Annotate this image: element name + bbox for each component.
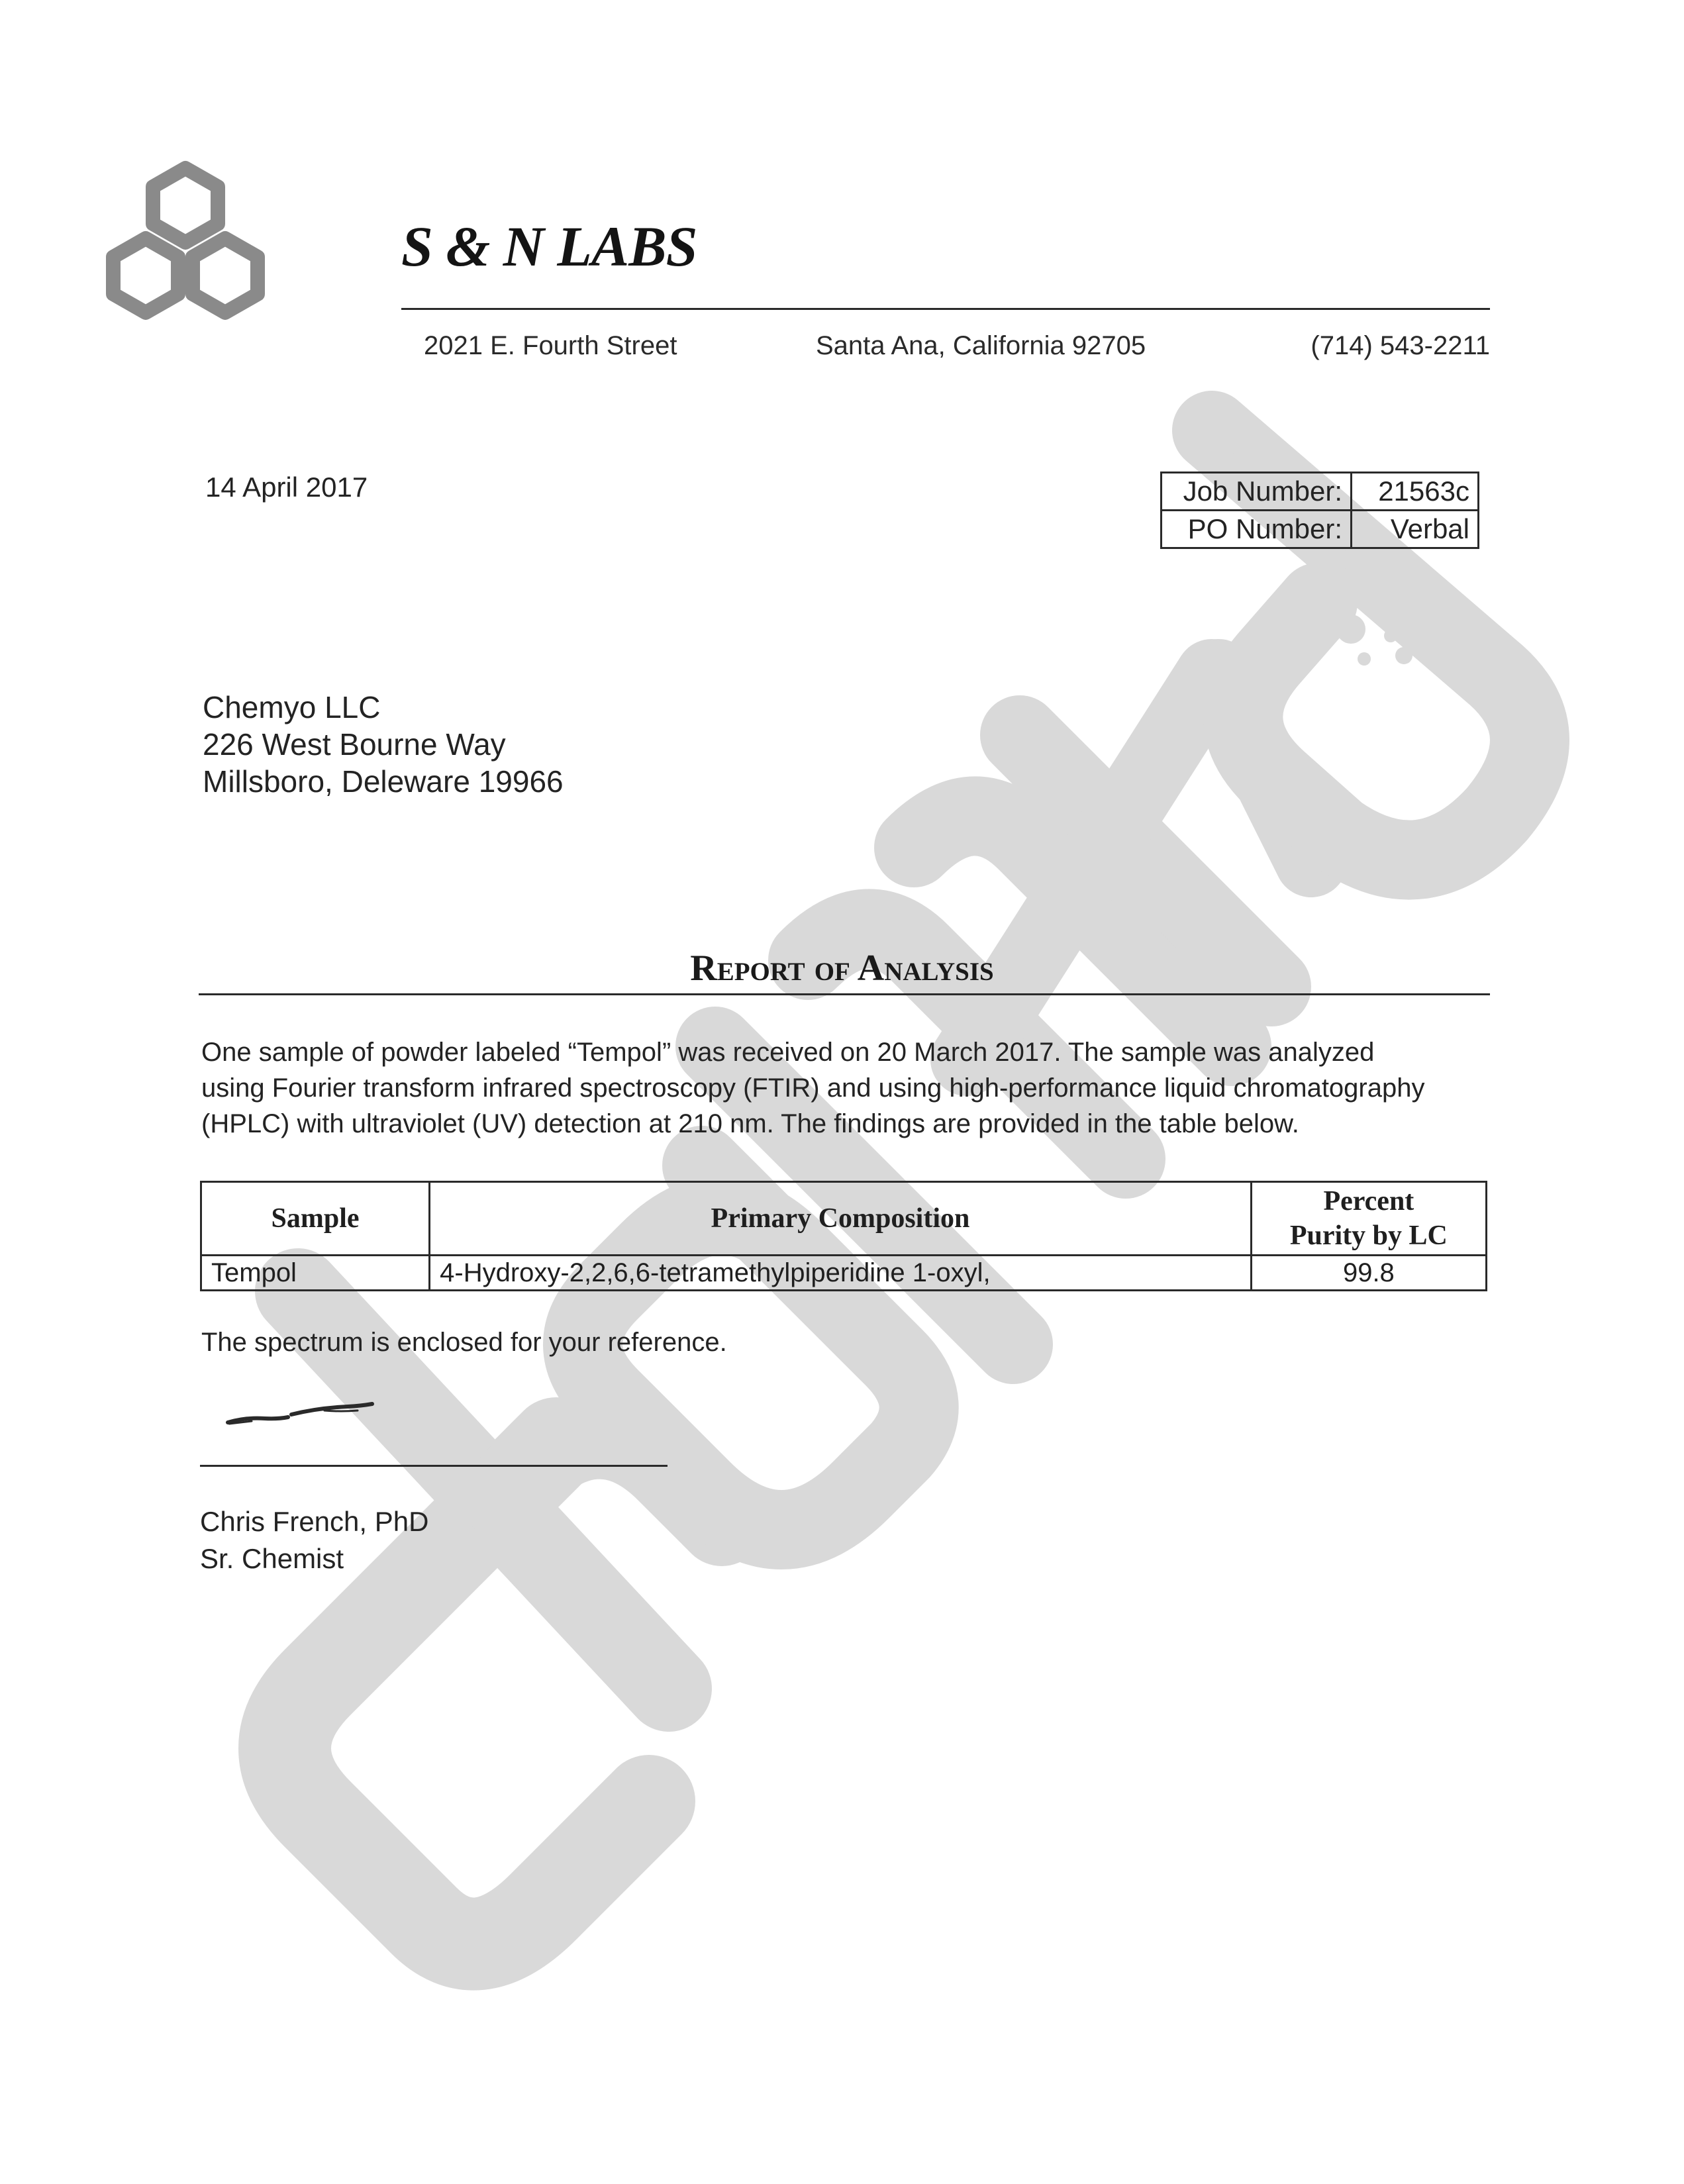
enclosed-note: The spectrum is enclosed for your reference. (201, 1328, 727, 1357)
company-name: S & N LABS (401, 215, 697, 278)
company-city: Santa Ana, California 92705 (816, 331, 1146, 360)
recipient-name: Chemyo LLC (203, 690, 381, 724)
po-number-value: Verbal (1352, 511, 1479, 548)
header-purity-line1: Percent (1323, 1186, 1414, 1216)
company-phone: (714) 543-2211 (1311, 331, 1490, 360)
hexagon-logo-icon (93, 159, 278, 331)
cell-purity: 99.8 (1251, 1256, 1486, 1291)
results-table (200, 1181, 1487, 1291)
table-row (201, 1256, 1487, 1291)
job-number-row (1162, 473, 1479, 511)
signer-name: Chris French, PhD (200, 1506, 429, 1537)
job-number-label: Job Number: (1162, 473, 1352, 511)
recipient-address (203, 689, 564, 800)
cell-sample: Tempol (201, 1256, 430, 1291)
header-purity (1251, 1182, 1486, 1256)
signer-block (200, 1503, 428, 1577)
title-divider (199, 993, 1490, 995)
recipient-city: Millsboro, Deleware 19966 (203, 764, 564, 799)
cell-composition: 4-Hydroxy-2,2,6,6-tetramethylpiperidine 1-oxyl, (430, 1256, 1252, 1291)
recipient-street: 226 West Bourne Way (203, 727, 506, 762)
header-purity-line2: Purity by LC (1289, 1220, 1448, 1251)
body-line: One sample of powder labeled “Tempol” was received on 20 March 2017. The sample was analyzed (201, 1038, 1375, 1067)
results-header-row (201, 1182, 1487, 1256)
body-line: using Fourier transform infrared spectroscopy (FTIR) and using high-performance liquid chromatography (201, 1073, 1425, 1103)
po-number-row (1162, 511, 1479, 548)
report-date: 14 April 2017 (205, 472, 368, 503)
handwritten-signature (225, 1391, 377, 1430)
po-number-label: PO Number: (1162, 511, 1352, 548)
company-street: 2021 E. Fourth Street (424, 331, 677, 360)
report-title: Report of Analysis (690, 948, 994, 989)
report-body (201, 1034, 1499, 1142)
job-info-table (1160, 472, 1479, 549)
body-line: (HPLC) with ultraviolet (UV) detection at 210 nm. The findings are provided in the table below. (201, 1109, 1299, 1138)
header-composition: Primary Composition (430, 1182, 1252, 1256)
signature-line (200, 1465, 668, 1467)
job-number-value: 21563c (1352, 473, 1479, 511)
header-sample: Sample (201, 1182, 430, 1256)
signer-title: Sr. Chemist (200, 1543, 344, 1574)
letterhead-divider (401, 308, 1490, 310)
